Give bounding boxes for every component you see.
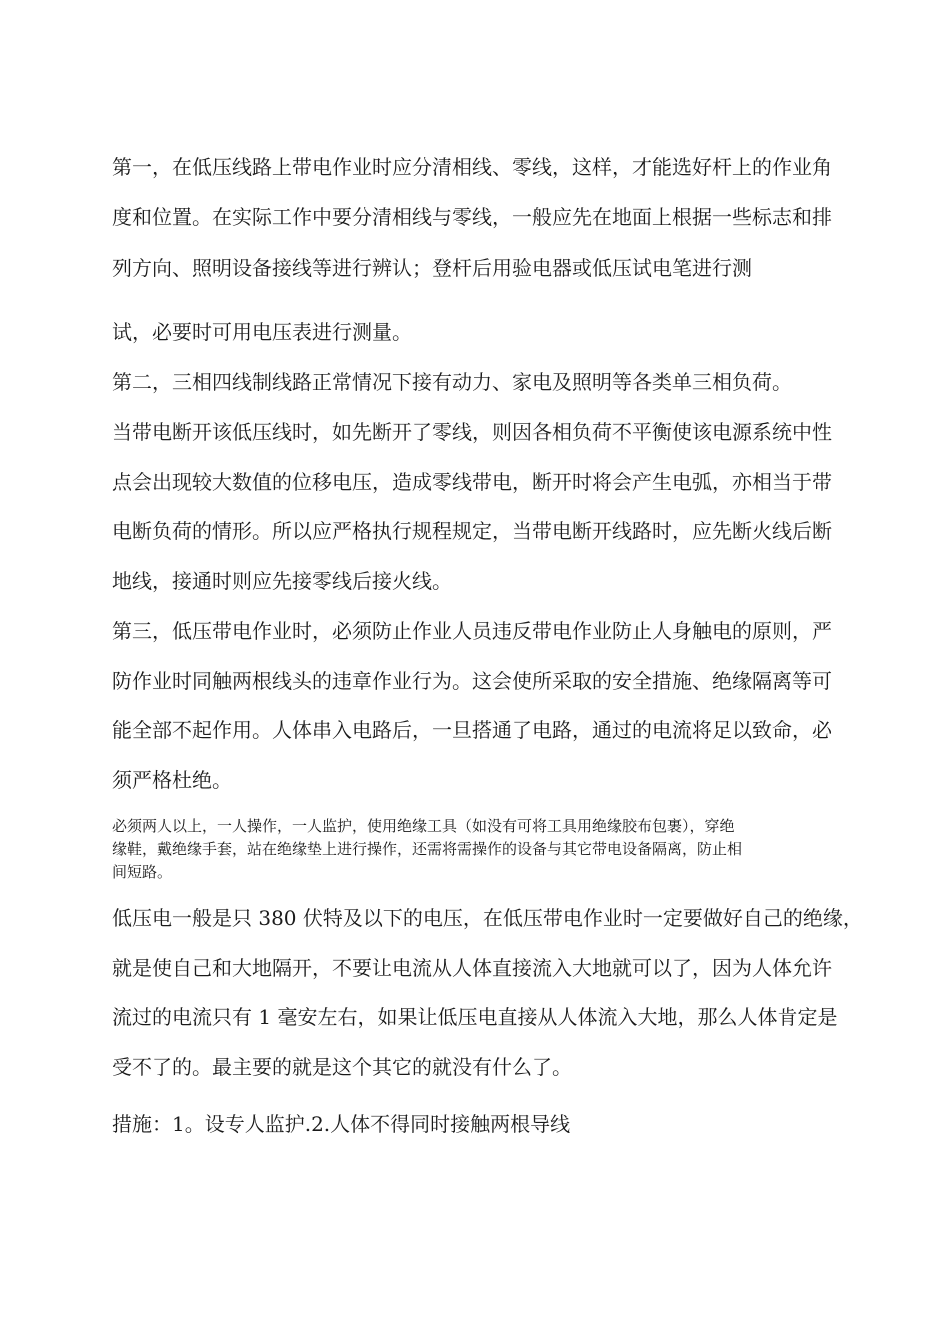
text-line: 试，必要时可用电压表进行测量。: [112, 320, 412, 344]
text-line: 第三，低压带电作业时，必须防止作业人员违反带电作业防止人身触电的原则，严: [112, 619, 832, 643]
text-line: 度和位置。在实际工作中要分清相线与零线，一般应先在地面上根据一些标志和排: [112, 205, 832, 229]
text-line: 点会出现较大数值的位移电压，造成零线带电，断开时将会产生电弧，亦相当于带: [112, 470, 832, 494]
text-line: 能全部不起作用。人体串入电路后，一旦搭通了电路，通过的电流将足以致命，必: [112, 718, 832, 742]
text-line: 流过的电流只有 1 毫安左右，如果让低压电直接从人体流入大地，那么人体肯定是: [112, 1005, 838, 1029]
text-line: 第一，在低压线路上带电作业时应分清相线、零线，这样，才能选好杆上的作业角: [112, 155, 832, 179]
text-line: 当带电断开该低压线时，如先断开了零线，则因各相负荷不平衡使该电源系统中性: [112, 420, 832, 444]
text-line: 地线，接通时则应先接零线后接火线。: [112, 569, 452, 593]
text-line: 就是使自己和大地隔开，不要让电流从人体直接流入大地就可以了，因为人体允许: [112, 956, 832, 980]
text-line: 低压电一般是只 380 伏特及以下的电压，在低压带电作业时一定要做好自己的绝缘，: [112, 906, 863, 930]
note-line: 缘鞋，戴绝缘手套，站在绝缘垫上进行操作，还需将需操作的设备与其它带电设备隔离，防止相: [112, 840, 743, 858]
note-line: 必须两人以上，一人操作，一人监护，使用绝缘工具（如没有可将工具用绝缘胶布包裹），穿绝: [112, 817, 735, 835]
text-line: 防作业时同触两根线头的违章作业行为。这会使所采取的安全措施、绝缘隔离等可: [112, 669, 832, 693]
text-line: 列方向、照明设备接线等进行辨认；登杆后用验电器或低压试电笔进行测: [112, 256, 752, 280]
text-line: 第二，三相四线制线路正常情况下接有动力、家电及照明等各类单三相负荷。: [112, 370, 792, 394]
text-line: 受不了的。最主要的就是这个其它的就没有什么了。: [112, 1055, 572, 1079]
text-line: 电断负荷的情形。所以应严格执行规程规定，当带电断开线路时，应先断火线后断: [112, 519, 832, 543]
note-line: 间短路。: [112, 863, 173, 881]
measures-line: 措施：1。设专人监护.2.人体不得同时接触两根导线: [112, 1112, 571, 1136]
text-line: 须严格杜绝。: [112, 768, 232, 792]
